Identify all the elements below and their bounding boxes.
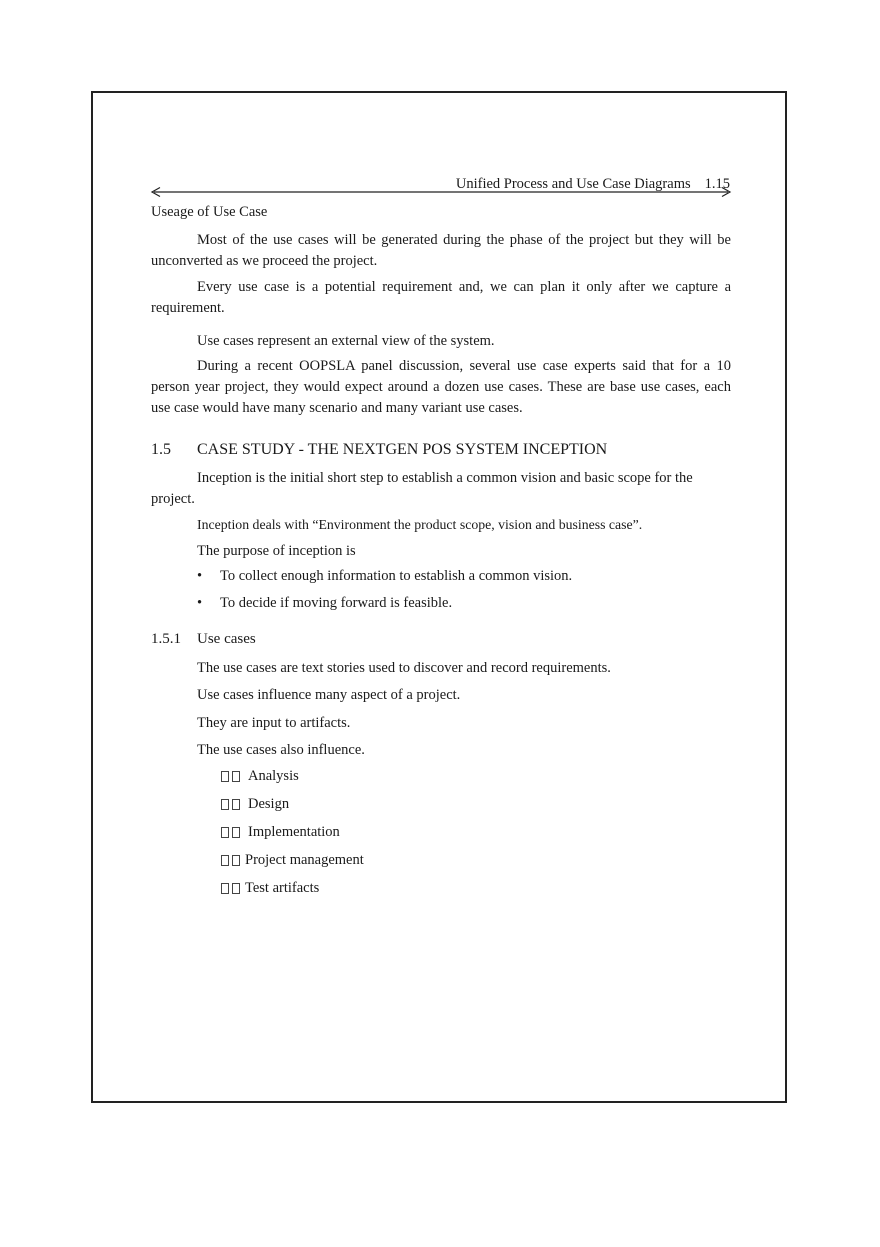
influence-item-label: Test artifacts [245, 880, 320, 896]
usecase-line: The use cases are text stories used to discover and record requirements. [197, 660, 611, 676]
usage-para-4: During a recent OOPSLA panel discussion, several use case experts said that for a 10 person year project, they would expect around a dozen use cases. These are base use cases, each use case would have many scenario and many variant use cases. [151, 358, 731, 416]
influence-item-label: Project management [245, 852, 364, 868]
header-title: Unified Process and Use Case Diagrams [455, 176, 691, 192]
inception-para-2: Inception deals with “Environment the product scope, vision and business case”. [197, 517, 643, 532]
usage-heading: Useage of Use Case [151, 204, 268, 220]
usage-para-1: Most of the use cases will be generated during the phase of the project but they will be unconverted as we proceed the project. [151, 232, 731, 269]
influence-item [221, 852, 364, 869]
usage-para-3: Use cases represent an external view of the system. [197, 333, 495, 349]
square-bullet-icon [232, 855, 240, 866]
inception-para-1: Inception is the initial short step to establish a common vision and basic scope for the project. [151, 470, 693, 507]
usecase-line: They are input to artifacts. [197, 715, 351, 731]
header-page-number: 1.15 [704, 176, 730, 192]
square-bullet-icon [221, 799, 229, 810]
square-bullet-icon [221, 883, 229, 894]
influence-item-label: Analysis [248, 768, 299, 784]
influence-item [221, 880, 319, 897]
square-bullet-icon [221, 855, 229, 866]
bullet-item: To decide if moving forward is feasible. [220, 595, 453, 611]
influence-item-label: Implementation [248, 824, 340, 840]
influence-item-label: Design [248, 796, 290, 812]
square-bullet-icon [232, 799, 240, 810]
section-title: CASE STUDY - THE NEXTGEN POS SYSTEM INCEPTION [197, 441, 608, 458]
header-rule-arrow [150, 186, 732, 198]
usage-para-2: Every use case is a potential requirement and, we can plan it only after we capture a requirement. [151, 279, 731, 316]
influence-item [221, 796, 289, 813]
inception-para-3: The purpose of inception is [197, 543, 356, 559]
square-bullet-icon [232, 771, 240, 782]
subsection-number: 1.5.1 [151, 631, 181, 647]
subsection-title: Use cases [197, 631, 256, 647]
square-bullet-icon [221, 827, 229, 838]
square-bullet-icon [221, 771, 229, 782]
section-number: 1.5 [151, 441, 171, 458]
influence-item [221, 768, 299, 785]
square-bullet-icon [232, 883, 240, 894]
bullet-item: To collect enough information to establish a common vision. [220, 568, 573, 584]
usecase-line: Use cases influence many aspect of a project. [197, 687, 461, 703]
square-bullet-icon [232, 827, 240, 838]
influence-item [221, 824, 340, 841]
bullet-icon: • [197, 595, 203, 611]
bullet-icon: • [197, 568, 203, 584]
usecase-line: The use cases also influence. [197, 742, 365, 758]
